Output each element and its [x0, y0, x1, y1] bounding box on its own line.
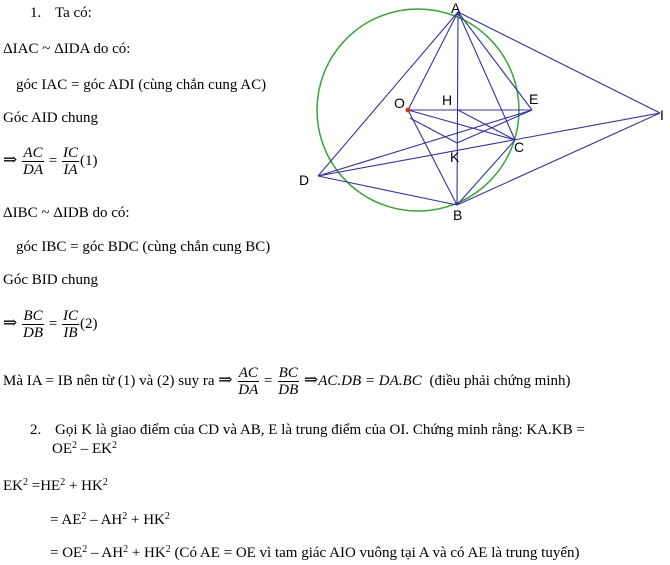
numerator: IC [62, 308, 78, 324]
fraction-ac-da [22, 145, 44, 178]
similar-triangles-ibc-idb: ΔIBC ~ ΔIDB do có: [3, 205, 130, 221]
segment-ai [458, 12, 660, 113]
denominator: DA [23, 162, 43, 178]
figure-lines [318, 12, 660, 205]
equation-tag: (1) [79, 152, 98, 169]
exponent: 2 [81, 511, 87, 522]
label-d: D [299, 172, 310, 188]
conclusion-line [3, 365, 570, 398]
numerator: IC [62, 145, 78, 161]
term: OE [52, 441, 72, 457]
term: = OE [50, 545, 83, 561]
segment-hc [458, 110, 515, 140]
label-a: A [451, 0, 461, 16]
numerator: BC [23, 308, 43, 324]
common-angle-aid: Góc AID chung [3, 110, 98, 126]
implies-symbol: ⇒ [304, 369, 319, 389]
segment-di [318, 113, 660, 176]
denominator: IA [63, 162, 78, 178]
denominator: DA [238, 382, 259, 398]
term: + HK [65, 478, 103, 494]
segment-bc [457, 140, 515, 205]
point-o [406, 108, 411, 113]
label-k: K [450, 149, 460, 165]
exponent: 2 [102, 477, 108, 488]
term: =HE [28, 478, 61, 494]
equals-sign: = [48, 315, 58, 332]
label-b: B [453, 207, 463, 223]
exponent: 2 [165, 544, 171, 555]
equals-sign: = [48, 152, 58, 169]
term: – AH [87, 545, 124, 561]
term: EK [3, 478, 23, 494]
denominator: IB [63, 325, 78, 341]
fraction-bc-db [22, 308, 44, 341]
ratio-equation-1 [3, 145, 97, 178]
similar-triangles-iac-ida: ΔIAC ~ ΔIDA do có: [3, 41, 131, 57]
term: = AE [50, 512, 82, 528]
term: + HK [127, 512, 165, 528]
label-o: O [394, 95, 405, 111]
equation-ek [3, 477, 108, 495]
fraction-ic-ia [62, 145, 79, 178]
term: (Có AE = OE vì tam giác AIO vuông tại A và có AE là trung tuyến) [170, 545, 580, 561]
numerator: BC [278, 365, 298, 381]
item-number: 2. [30, 422, 42, 438]
denominator: DB [23, 325, 43, 341]
term: – AH [86, 512, 123, 528]
item-number: 1. [30, 5, 42, 21]
fraction-ac-da [237, 365, 259, 398]
item-2 [30, 421, 585, 439]
item-text: Ta có: [55, 5, 92, 21]
fraction-ic-ib [62, 308, 79, 341]
segment-da [318, 12, 458, 176]
denominator: DB [278, 382, 299, 398]
exponent: 2 [23, 477, 28, 488]
implies-symbol: ⇒ [218, 369, 233, 389]
item-text: Gọi K là giao điểm của CD và AB, E là trung điểm của OI. Chứng minh rằng: KA.KB = [55, 422, 585, 438]
exponent: 2 [82, 544, 88, 555]
numerator: AC [238, 365, 258, 381]
equation-step-2 [50, 511, 170, 529]
implies-symbol: ⇒ [3, 149, 18, 169]
conclusion-text: Mà IA = IB nên từ (1) và (2) suy ra [3, 372, 215, 389]
item-1 [30, 4, 92, 22]
angle-ibc-bdc: góc IBC = góc BDC (cùng chắn cung BC) [16, 239, 271, 255]
exponent: 2 [164, 511, 170, 522]
label-e: E [529, 91, 539, 107]
conclusion-note: (điều phải chứng minh) [429, 372, 571, 389]
fraction-bc-db [277, 365, 299, 398]
equation-step-3 [50, 544, 580, 562]
product-equation: AC.DB = DA.BC [318, 372, 422, 389]
label-i: I [660, 107, 664, 123]
implies-symbol: ⇒ [3, 312, 18, 332]
exponent: 2 [112, 440, 117, 451]
term: – EK [77, 441, 112, 457]
angle-iac-adi: góc IAC = góc ADI (cùng chắn cung AC) [16, 77, 267, 93]
ratio-equation-2 [3, 308, 97, 341]
exponent: 2 [72, 440, 77, 451]
label-h: H [442, 92, 453, 108]
exponent: 2 [122, 511, 128, 522]
label-c: C [514, 139, 525, 155]
numerator: AC [23, 145, 43, 161]
segment-bi [457, 113, 660, 205]
term: + HK [128, 545, 166, 561]
equation-tag: (2) [79, 315, 98, 332]
exponent: 2 [123, 544, 129, 555]
item-2-continuation [52, 440, 117, 458]
equals-sign: = [264, 372, 273, 389]
exponent: 2 [60, 477, 66, 488]
segment-ab [457, 12, 458, 205]
geometry-figure [283, 0, 670, 230]
segment-db [318, 176, 457, 205]
common-angle-bid: Góc BID chung [3, 272, 98, 288]
